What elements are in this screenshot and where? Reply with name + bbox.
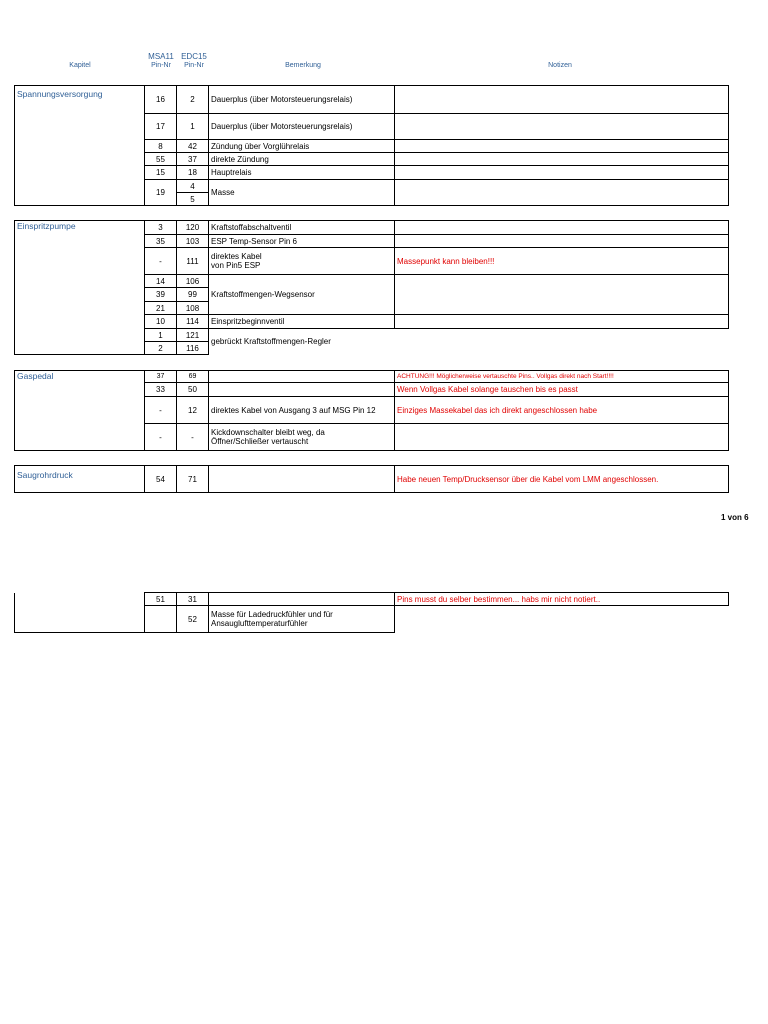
notiz-cell [395, 315, 729, 329]
edc-pin: 69 [177, 371, 209, 383]
notiz-cell: Wenn Vollgas Kabel solange tauschen bis es passt [395, 383, 729, 397]
notiz-cell [395, 86, 729, 114]
notiz-cell [395, 606, 729, 633]
bemerkung-cell: Einspritzbeginnventil [209, 315, 395, 329]
bemerkung-line: direktes Kabel [211, 252, 262, 261]
msa-pin: 33 [145, 383, 177, 397]
edc-pin: 114 [177, 315, 209, 329]
group-einspritzpumpe [14, 220, 729, 355]
bemerkung-cell: Masse [209, 180, 395, 206]
notiz-cell: ACHTUNG!!! Möglicherweise vertauschte Pins.. Vollgas direkt nach Start!!!! [395, 371, 729, 383]
edc-pin: 99 [177, 288, 209, 302]
edc-pin: 50 [177, 383, 209, 397]
notiz-cell [395, 221, 729, 235]
kapitel-cell: Saugrohrdruck [15, 466, 145, 493]
msa-pin: - [145, 397, 177, 424]
msa-pin: 8 [145, 140, 177, 153]
notiz-cell [395, 140, 729, 153]
edc-pin: 103 [177, 235, 209, 248]
msa-pin: 1 [145, 329, 177, 342]
bemerkung-cell [209, 593, 395, 606]
edc-pin: 71 [177, 466, 209, 493]
msa-pin: - [145, 424, 177, 451]
msa-pin: 3 [145, 221, 177, 235]
bemerkung-cell [209, 606, 395, 633]
edc-pin: 111 [177, 248, 209, 275]
msa-pin: 21 [145, 302, 177, 315]
msa-pin: 51 [145, 593, 177, 606]
header-kapitel: Kapitel [69, 62, 91, 69]
bemerkung-cell [209, 248, 395, 275]
msa-pin: 17 [145, 114, 177, 140]
header-msa11-pin: Pin-Nr [151, 62, 171, 69]
bemerkung-cell: Zündung über Vorglührelais [209, 140, 395, 153]
msa-pin: 15 [145, 166, 177, 180]
edc-pin: 4 [177, 180, 209, 193]
msa-pin [145, 606, 177, 633]
group-saugrohrdruck [14, 465, 729, 493]
header-bemerkung: Bemerkung [285, 62, 321, 69]
bemerkung-cell: gebrückt Kraftstoffmengen-Regler [209, 329, 395, 355]
msa-pin: - [145, 248, 177, 275]
msa-pin: 2 [145, 342, 177, 355]
group-continuation [14, 592, 729, 633]
page-number: 1 von 6 [721, 513, 749, 522]
bemerkung-cell: Kraftstoffabschaltventil [209, 221, 395, 235]
notiz-cell [395, 153, 729, 166]
edc-pin: 52 [177, 606, 209, 633]
edc-pin: 2 [177, 86, 209, 114]
bemerkung-line: Öffner/Schließer vertauscht [211, 437, 309, 446]
bemerkung-line: Kickdownschalter bleibt weg, da [211, 428, 325, 437]
edc-pin: 5 [177, 193, 209, 206]
bemerkung-cell [209, 371, 395, 383]
bemerkung-line: Ansauglufttemperaturfühler [211, 619, 308, 628]
msa-pin: 55 [145, 153, 177, 166]
kapitel-cell: Gaspedal [15, 371, 145, 451]
msa-pin: 10 [145, 315, 177, 329]
bemerkung-line: Masse für Ladedruckfühler und für [211, 610, 333, 619]
bemerkung-cell: Hauptrelais [209, 166, 395, 180]
notiz-cell [395, 275, 729, 315]
msa-pin: 16 [145, 86, 177, 114]
edc-pin: 120 [177, 221, 209, 235]
notiz-cell: Pins musst du selber bestimmen... habs mir nicht notiert.. [395, 593, 729, 606]
msa-pin: 54 [145, 466, 177, 493]
group-gaspedal [14, 370, 729, 451]
edc-pin: 12 [177, 397, 209, 424]
edc-pin: 121 [177, 329, 209, 342]
edc-pin: 42 [177, 140, 209, 153]
msa-pin: 37 [145, 371, 177, 383]
msa-pin: 35 [145, 235, 177, 248]
edc-pin: 108 [177, 302, 209, 315]
bemerkung-cell: Dauerplus (über Motorsteuerungsrelais) [209, 114, 395, 140]
notiz-cell [395, 166, 729, 180]
edc-pin: 1 [177, 114, 209, 140]
notiz-cell: Habe neuen Temp/Drucksensor über die Kabel vom LMM angeschlossen. [395, 466, 729, 493]
kapitel-cell [15, 593, 145, 633]
edc-pin: 31 [177, 593, 209, 606]
header-edc15-pin: Pin-Nr [184, 62, 204, 69]
bemerkung-cell [209, 383, 395, 397]
bemerkung-cell: direkte Zündung [209, 153, 395, 166]
table-row [15, 593, 729, 606]
bemerkung-cell: ESP Temp-Sensor Pin 6 [209, 235, 395, 248]
bemerkung-cell: Kraftstoffmengen-Wegsensor [209, 275, 395, 315]
header-edc15: EDC15 [181, 52, 207, 61]
notiz-cell: Einziges Massekabel das ich direkt angeschlossen habe [395, 397, 729, 424]
edc-pin: 18 [177, 166, 209, 180]
table-row [15, 371, 729, 383]
bemerkung-cell [209, 466, 395, 493]
msa-pin: 39 [145, 288, 177, 302]
kapitel-cell: Einspritzpumpe [15, 221, 145, 355]
header-msa11: MSA11 [148, 52, 174, 61]
msa-pin: 19 [145, 180, 177, 206]
notiz-cell [395, 329, 729, 355]
table-row [15, 466, 729, 493]
edc-pin: - [177, 424, 209, 451]
edc-pin: 116 [177, 342, 209, 355]
edc-pin: 37 [177, 153, 209, 166]
notiz-cell [395, 235, 729, 248]
header-notizen: Notizen [548, 62, 572, 69]
bemerkung-cell: direktes Kabel von Ausgang 3 auf MSG Pin 12 [209, 397, 395, 424]
notiz-cell [395, 114, 729, 140]
bemerkung-line: von Pin5 ESP [211, 261, 261, 270]
table-row [15, 86, 729, 114]
kapitel-cell: Spannungsversorgung [15, 86, 145, 206]
bemerkung-cell [209, 424, 395, 451]
notiz-cell: Massepunkt kann bleiben!!! [395, 248, 729, 275]
msa-pin: 14 [145, 275, 177, 288]
group-spannungsversorgung [14, 85, 729, 206]
table-row [15, 221, 729, 235]
notiz-cell [395, 424, 729, 451]
notiz-cell [395, 180, 729, 206]
bemerkung-cell: Dauerplus (über Motorsteuerungsrelais) [209, 86, 395, 114]
edc-pin: 106 [177, 275, 209, 288]
